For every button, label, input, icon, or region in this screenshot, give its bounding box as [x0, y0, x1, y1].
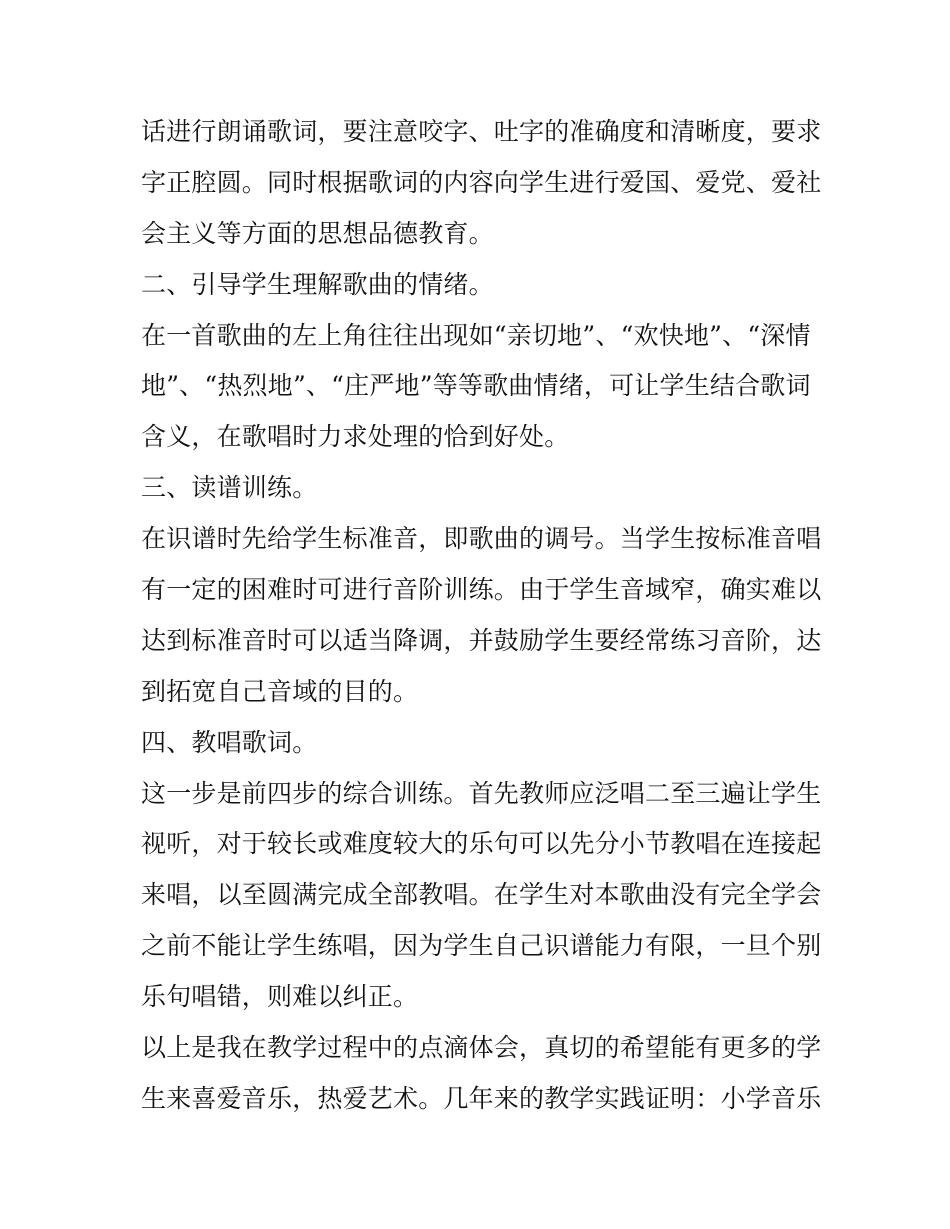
text-line-18: 乐句唱错，则难以纠正。 [141, 982, 419, 1012]
text-line-10: 有一定的困难时可进行音阶训练。由于学生音域窄，确实难以 [141, 575, 822, 605]
text-line-19: 以上是我在教学过程中的点滴体会，真切的希望能有更多的学 [141, 1033, 822, 1063]
document-body [141, 107, 822, 1125]
section-heading-2: 二、引导学生理解歌曲的情绪。 [141, 269, 494, 299]
text-line-17: 之前不能让学生练唱，因为学生自己识谱能力有限，一旦个别 [141, 931, 822, 961]
text-line-15: 视听，对于较长或难度较大的乐句可以先分小节教唱在连接起 [141, 829, 822, 859]
text-line-5: 在一首歌曲的左上角往往出现如“亲切地”、“欢快地”、“深情 [141, 320, 811, 350]
text-line-1: 话进行朗诵歌词，要注意咬字、吐字的准确度和清晰度，要求 [141, 117, 822, 146]
text-line-7: 含义，在歌唱时力求处理的恰到好处。 [141, 422, 570, 452]
text-line-14: 这一步是前四步的综合训练。首先教师应泛唱二至三遍让学生 [141, 778, 822, 808]
text-line-16: 来唱，以至圆满完成全部教唱。在学生对本歌曲没有完全学会 [141, 880, 822, 910]
text-line-9: 在识谱时先给学生标准音，即歌曲的调号。当学生按标准音唱 [141, 524, 822, 554]
text-line-2: 字正腔圆。同时根据歌词的内容向学生进行爱国、爱党、爱社 [141, 167, 822, 197]
text-line-6: 地”、“热烈地”、“庄严地”等等歌曲情绪，可让学生结合歌词 [141, 371, 811, 401]
text-line-12: 到拓宽自己音域的目的。 [141, 676, 419, 706]
text-line-3: 会主义等方面的思想品德教育。 [141, 218, 494, 248]
text-line-11: 达到标准音时可以适当降调，并鼓励学生要经常练习音阶，达 [141, 625, 822, 655]
text-line-20: 生来喜爱音乐，热爱艺术。几年来的教学实践证明：小学音乐 [141, 1083, 822, 1113]
section-heading-4: 四、教唱歌词。 [141, 727, 318, 757]
section-heading-3: 三、读谱训练。 [141, 473, 318, 503]
